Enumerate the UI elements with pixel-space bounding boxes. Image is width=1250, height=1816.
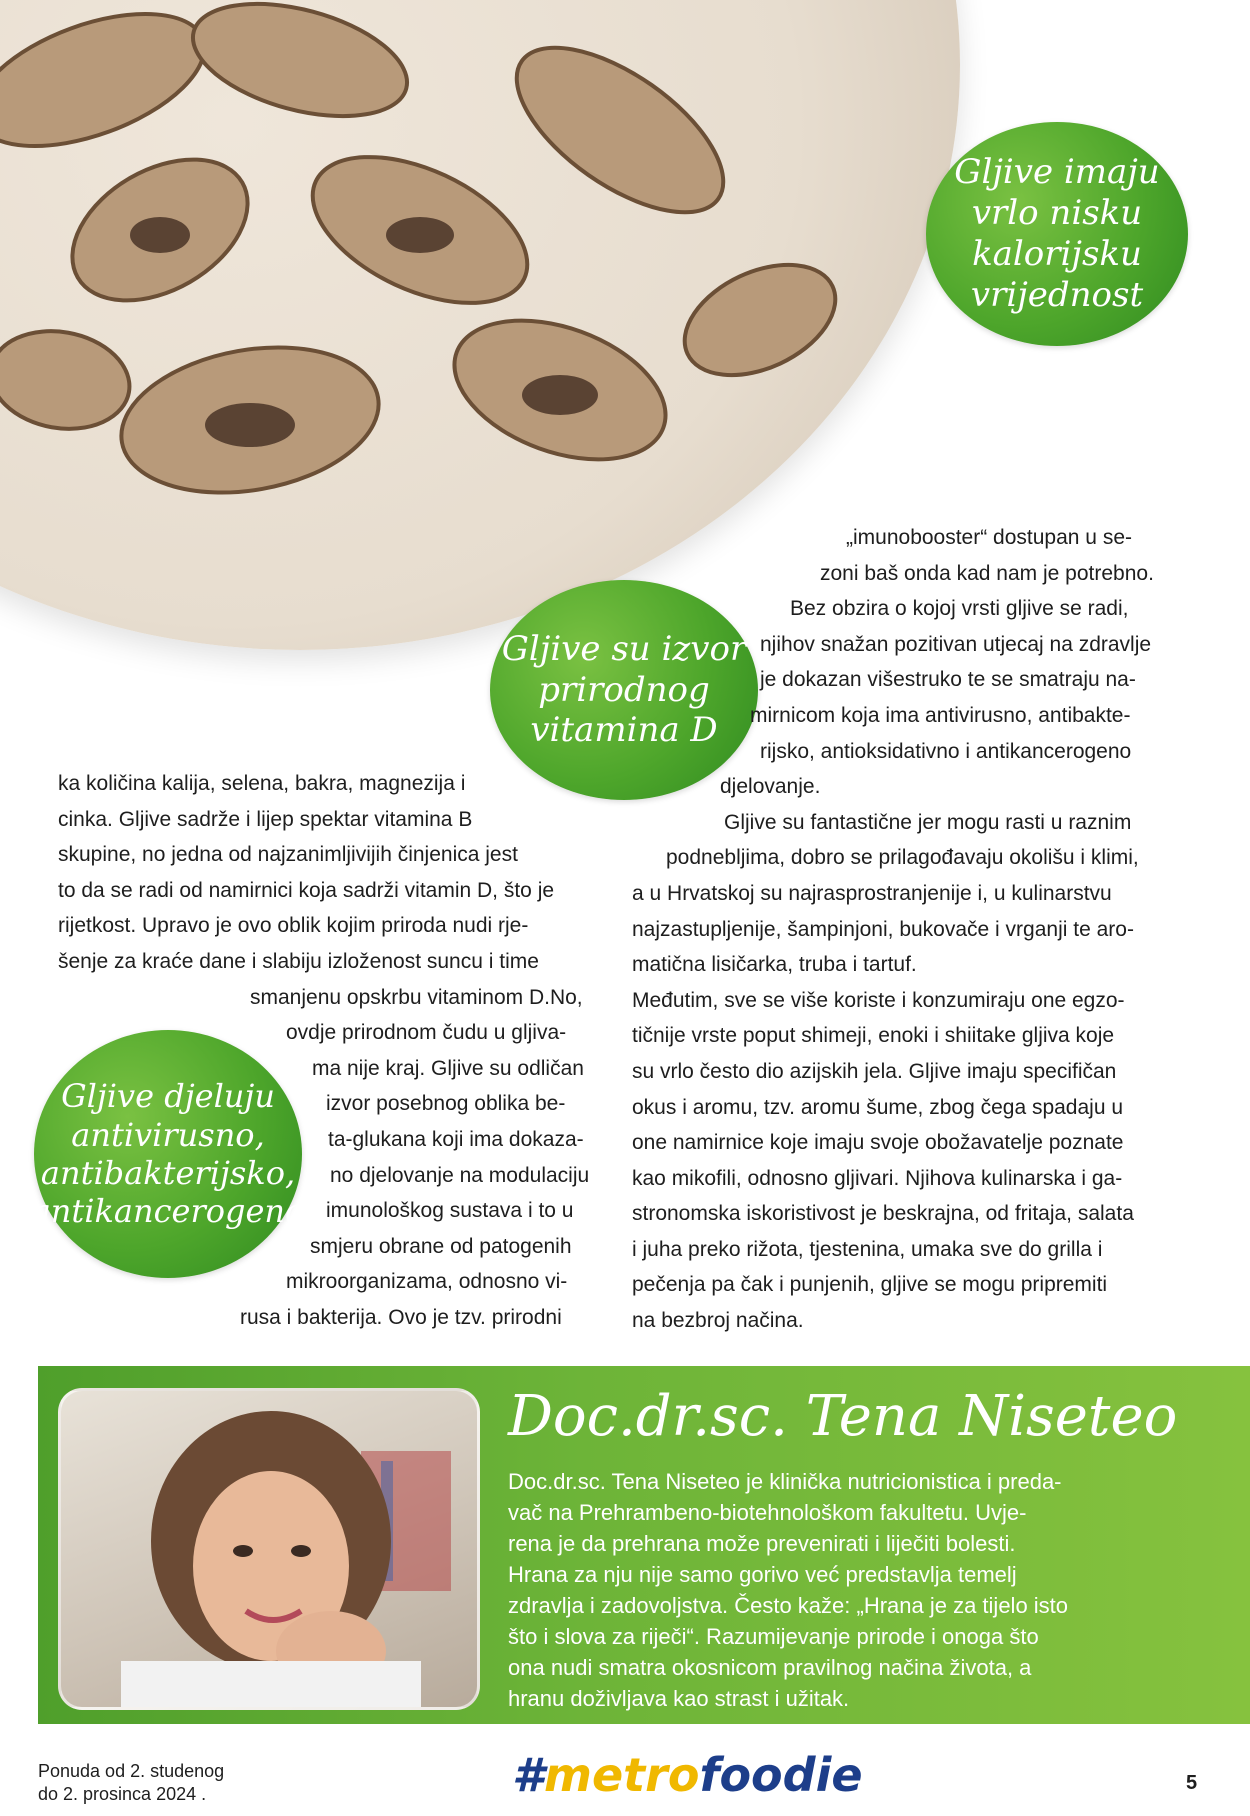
text-line: ta-glukana koji ima dokaza- (328, 1127, 584, 1151)
text-line: no djelovanje na modulaciju (330, 1163, 590, 1187)
left-column (0, 766, 620, 1336)
offer-dates (38, 1760, 224, 1806)
text-line: ma nije kraj. Gljive su odličan (312, 1056, 584, 1080)
text-line: cinka. Gljive sadrže i lijep spektar vitamina B (58, 807, 473, 831)
logo-hash: # (512, 1748, 545, 1802)
bubble-line: antivirusno, (71, 1115, 265, 1154)
text-line: smanjenu opskrbu vitaminom D.No, (250, 985, 583, 1009)
text-line: su vrlo često dio azijskih jela. Gljive imaju specifičan (632, 1059, 1117, 1083)
text-line: mikroorganizama, odnosno vi- (286, 1270, 568, 1294)
author-avatar (58, 1388, 480, 1710)
offer-line: Ponuda od 2. studenog (38, 1761, 225, 1781)
text-line: a u Hrvatskoj su najrasprostranjenije i, u kulinarstvu (632, 881, 1112, 905)
bio-line: ona nudi smatra okosnicom pravilnog načina života, a (508, 1655, 1032, 1680)
bubble-line: Gljive djeluju (61, 1077, 275, 1116)
text-line: rijetkost. Upravo je ovo oblik kojim priroda nudi rje- (58, 914, 529, 938)
bubble-line: vrlo nisku (971, 193, 1143, 234)
text-line: pečenja pa čak i punjenih, gljive se mogu pripremiti (632, 1273, 1108, 1297)
text-line: izvor posebnog oblika be- (326, 1092, 566, 1116)
right-column (620, 520, 1230, 1339)
bio-line: Hrana za nju nije samo gorivo već predstavlja temelj (508, 1562, 1017, 1587)
text-line: šenje za kraće dane i slabiju izloženost suncu i time (58, 949, 539, 973)
logo-foodie: foodie (699, 1748, 863, 1802)
text-line: djelovanje. (720, 775, 821, 799)
text-line: to da se radi od namirnici koja sadrži vitamin D, što je (58, 878, 555, 902)
bubble-line: antikancerogeno (31, 1192, 305, 1231)
bubble-line: vrijednost (970, 274, 1144, 315)
bubble-line: prirodnog (538, 669, 710, 710)
text-line: na bezbroj načina. (632, 1309, 804, 1333)
bio-line: što i slova za riječi“. Razumijevanje prirode i onoga što (508, 1624, 1039, 1649)
bubble-line: kalorijsku (972, 234, 1142, 274)
text-line: rijsko, antioksidativno i antikancerogeno (760, 739, 1132, 763)
page-number: 5 (1186, 1772, 1198, 1794)
text-line: njihov snažan pozitivan utjecaj na zdravlje (760, 632, 1152, 656)
text-line: imunološkog sustava i to u (326, 1199, 574, 1223)
bio-line: Doc.dr.sc. Tena Niseteo je klinička nutricionistica i preda- (508, 1469, 1062, 1494)
text-line: okus i aromu, tzv. aromu šume, zbog čega spadaju u (632, 1095, 1124, 1119)
bubble-line: Gljive imaju (954, 152, 1160, 193)
text-line: „imunobooster“ dostupan u se- (846, 526, 1132, 549)
text-line: Bez obzira o kojoj vrsti gljive se radi, (790, 597, 1129, 621)
text-line: rusa i bakterija. Ovo je tzv. prirodni (240, 1305, 562, 1329)
text-line: je dokazan višestruko te se smatraju na- (760, 668, 1136, 692)
text-line: i juha preko rižota, tjestenina, umaka sve do grilla i (632, 1237, 1103, 1261)
logo-metro: metro (544, 1748, 700, 1802)
text-line: one namirnice koje imaju svoje obožavatelje poznate (632, 1131, 1124, 1155)
bio-line: hranu doživljava kao strast i užitak. (508, 1686, 850, 1711)
metrofoodie-logo (512, 1748, 863, 1802)
text-line: kao mikofili, odnosno gljivari. Njihova kulinarska i ga- (632, 1166, 1123, 1190)
bio-line: zdravlja i zadovoljstva. Često kaže: „Hrana je za tijelo isto (508, 1593, 1069, 1618)
text-line: tičnije vrste poput shimeji, enoki i shiitake gljiva koje (632, 1024, 1115, 1048)
text-line: skupine, no jedna od najzanimljivijih činjenica jest (58, 843, 518, 867)
text-line: podnebljima, dobro se prilagođavaju okolišu i klimi, (666, 846, 1139, 870)
bubble-line: Gljive su izvor (501, 628, 747, 669)
bubble-line: antibakterijsko, (40, 1154, 296, 1192)
mushroom-slices (0, 0, 1000, 560)
bio-line: rena je da prehrana može prevenirati i liječiti bolesti. (508, 1531, 1016, 1556)
text-line: matična lisičarka, truba i tartuf. (632, 953, 917, 977)
bubble-line: vitamina D (530, 710, 718, 751)
text-line: ka količina kalija, selena, bakra, magnezija i (58, 772, 466, 795)
text-line: najzastupljenije, šampinjoni, bukovače i vrganji te aro- (632, 917, 1134, 941)
author-bio (508, 1466, 1098, 1714)
bubble-low-calorie (926, 122, 1188, 346)
text-line: zoni baš onda kad nam je potrebno. (820, 561, 1154, 585)
text-line: mirnicom koja ima antivirusno, antibakte- (750, 703, 1131, 727)
author-name: Doc.dr.sc. Tena Niseteo (508, 1384, 1178, 1449)
text-line: Gljive su fantastične jer mogu rasti u raznim (724, 810, 1132, 834)
text-line: smjeru obrane od patogenih (310, 1234, 572, 1258)
text-line: stronomska iskoristivost je beskrajna, od fritaja, salata (632, 1202, 1134, 1226)
bio-line: vač na Prehrambeno-biotehnološkom fakultetu. Uvje- (508, 1500, 1027, 1525)
text-line: Međutim, sve se više koriste i konzumiraju one egzo- (632, 988, 1125, 1012)
text-line: ovdje prirodnom čudu u gljiva- (286, 1021, 567, 1045)
author-portrait (61, 1391, 477, 1707)
offer-line: do 2. prosinca 2024 . (38, 1784, 207, 1804)
